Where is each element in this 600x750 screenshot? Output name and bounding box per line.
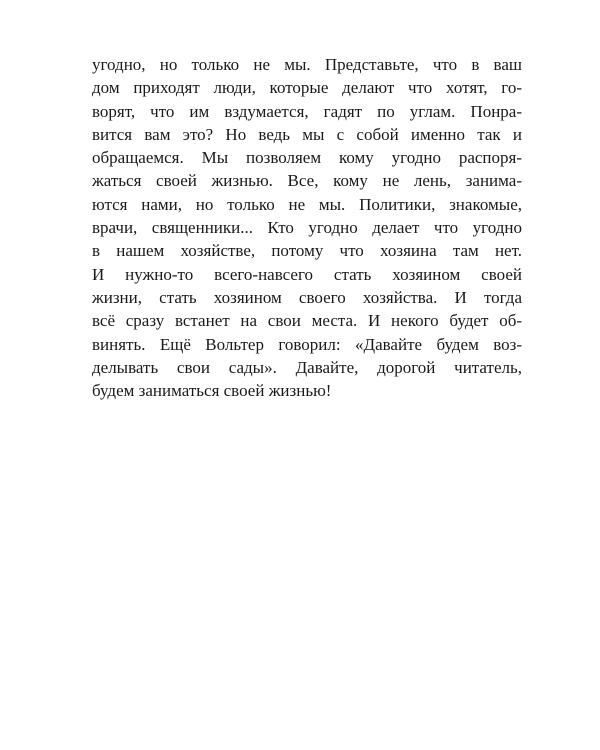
text-line: делывать свои сады». Давайте, дорогой читатель, [92,357,522,377]
text-line: угодно, но только не мы. Представьте, что в ваш [92,55,522,74]
text-line: будем заниматься своей жизнью! [92,381,332,401]
text-line: всё сразу встанет на свои места. И некого будет об- [92,311,522,331]
text-line: вится вам это? Но ведь мы с собой именно так и [92,124,522,144]
text-line: И нужно-то всего-навсего стать хозяином своей [92,264,522,284]
text-line: врачи, священники... Кто угодно делает что угодно [92,218,522,238]
text-line: обращаемся. Мы позволяем кому угодно распоря- [92,148,522,168]
text-line: дом приходят люди, которые делают что хотят, го- [92,78,522,98]
text-line: ворят, что им вздумается, гадят по углам. Понра- [92,101,522,121]
text-line: жаться своей жизнью. Все, кому не лень, занима- [92,171,522,191]
text-line: винять. Ещё Вольтер говорил: «Давайте будем воз- [92,334,522,354]
text-line: жизни, стать хозяином своего хозяйства. И тогда [92,287,522,307]
text-line: в нашем хозяйстве, потому что хозяина там нет. [92,241,522,261]
text-line: ются нами, но только не мы. Политики, знакомые, [92,194,522,214]
body-text [92,53,522,402]
